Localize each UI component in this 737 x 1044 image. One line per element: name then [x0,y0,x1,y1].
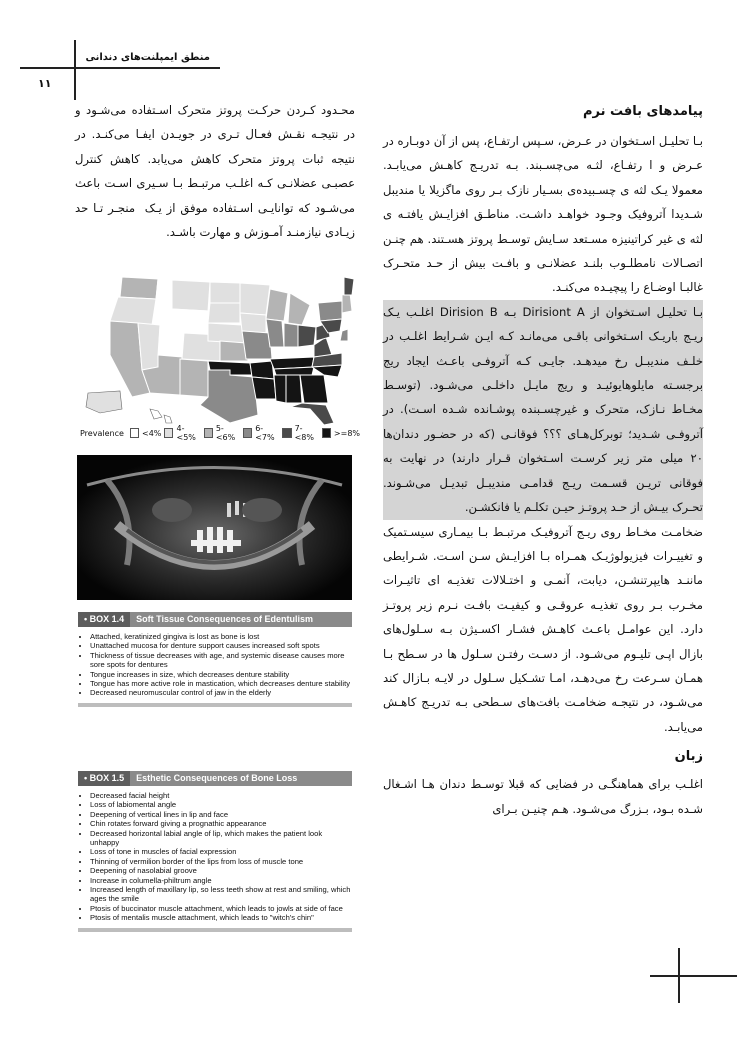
list-item: • Ptosis of buccinator muscle attachment, which leads to jowls at side of face [90,904,352,913]
tongue-paragraph: اغلـب برای هماهنگـی در فضایی که قبلا توسـط دندان هـا اشـغال شـده بـود، بـزرگ می‌شـود. هـم چنیـن بـرای [383,777,703,816]
list-item: • Increase in columella-philtrum angle [90,876,352,885]
legend-label: >=8% [333,428,361,438]
right-column [383,104,703,821]
section-heading-soft-tissue: پیامدهای بافت نرم [582,104,703,119]
us-prevalence-map [80,275,355,425]
box-list [78,632,352,698]
legend-label: 6-<7% [255,424,275,442]
box-footer-bar [78,703,352,707]
box-title: Soft Tissue Consequences of Edentulism [130,612,352,627]
list-item: • Attached, keratinized gingiva is lost as bone is lost [90,632,352,641]
list-item: • Increased length of maxillary lip, so less teeth show at rest and smiling, which ages the smile [90,885,352,904]
list-item: • Thickness of tissue decreases with age, and systemic disease causes more sore spots for dentures [90,651,352,670]
list-item: • Deepening of vertical lines in lip and face [90,810,352,819]
box-tag: • BOX 1.5 [78,771,130,786]
header-rule [20,67,220,69]
soft-tissue-paragraph-1: بـا تحلیـل اسـتخوان در عـرض، سـپس ارتفـاع، پس از آن دوبـاره در عـرض و ا رتفـاع، لثـه می‌چسـبند. بـه تدریـج کاهـش می‌یابـد. معمولا یـک لثه ی چسـبیده‌ی بسـیار نازک بـر روی ماگزیلا یا مندیبل شـدیدا آتروفیک وجـود خواهـد داشـت. مناطـق افزایـش یافتـه ی لثه ی غیر کراتینیزه مسـتعد سـایش توسـط پروتز هسـتند. هم چنـن اتصـالات نامطلـوب بلنـد عضلانـی و بافـت بیش از حـد متحـرک غالبـا اوضـاع را پیچیـده می‌کنـد. [383,134,703,295]
list-item: • Thinning of vermilion border of the lips from loss of muscle tone [90,857,352,866]
box-header [78,771,352,786]
list-item: • Decreased facial height [90,791,352,800]
legend-swatch [282,428,291,438]
box-header [78,612,352,627]
box-1-5 [78,771,352,932]
list-item: • Loss of tone in muscles of facial expression [90,847,352,856]
section-heading-tongue: زبان [674,749,703,765]
list-item: • Ptosis of mentalis muscle attachment, which leads to "witch's chin" [90,913,352,922]
soft-tissue-paragraph-highlighted: بـا تحلیـل اسـتخوان از Dirisiont A بـه Dirision B اغلـب یـک ریـج باریـک اسـتخوانی باقـی می‌مانـد کـه ایـن شـرایط اغلـب در خلـف منديبـل رخ میدهـد. جایـی کـه آتروفـی باعـث ایجاد ریج برجسـته مایلوهایوئیـد و ریج مایـل داخلـی می‌شـود. (توسـط مخـاط نـازک، متحرک و غیرچسـبنده پوشـانده شـده اسـت). در آتروفـی شـدید؛ توبرکل‌هـای ؟؟؟ فوقانـی (که در حضـور دندان‌ها ۲۰ میلی متر زیر کرسـت اسـتخوان قـرار دارند) در نهایت به فوقانی تریـن قسـمت ریـج قدامـی مندیبـل تبدیـل می‌شـوند. تحـرک بیـش از حـد پروتـز حیـن تکلـم یا فانکشـن. [383,300,703,520]
box-list [78,791,352,923]
legend-swatch [322,428,331,438]
left-paragraph: محـدود کـردن حرکـت پروتز متحرک اسـتفاده می‌شـود و در نتیجـه نقـش فعـال تـری در جویـدن ایفـا می‌کنـد. در نتیجه ثبات پروتز متحرک کاهش می‌یابد. کاهش کنترل عصبـی عضلانـی کـه اغلـب مرتبـط بـا سـیری اسـت باعث می‌شـود که توانایـی اسـتفاده موفق از یـک ‌ منجـر تـا حد زیـادی نیازمنـد آمـوزش و مهارت باشـد. [75,103,355,240]
legend-title: Prevalence [80,428,124,438]
legend-label: 5-<6% [215,424,236,442]
list-item: • Loss of labiomental angle [90,800,352,809]
list-item: • Decreased horizontal labial angle of lip, which makes the patient look unhappy [90,829,352,848]
legend-label: 4-<5% [176,424,196,442]
legend-label: <4% [141,428,162,438]
box-1-4 [78,612,352,707]
list-item: • Tongue has more active role in mastication, which decreases denture stability [90,679,352,688]
box-footer-bar [78,928,352,932]
legend-swatch [130,428,139,438]
list-item: • Deepening of nasolabial groove [90,866,352,875]
map-legend [80,424,360,442]
soft-tissue-paragraph-3: ضخامـت مخـاط روی ریـج آتروفیـک مرتبـط بـا بیمـاری سیسـتمیک و تغییـرات فیزیولوژیـک همـراه بـا افزایـش سـن اسـت. شـرایطی ماننـد هایپرتنشـن، دیابت، آنمـی و اختـلالات تغذیـه ای تاثیـرات مخـرب بـر روی تغذیـه عروقـی و کیفیـت بافـت نـرم زیر پروتـز دارد. این عوامـل باعـث کاهـش فشـار اکسـیژن بـه سـلول‌های بازال اپـی تلیـوم می‌شـود. از دسـت رفتـن سـلول ها در سـطح بـا همـان سـرعت رخ می‌دهـد، امـا تشـکیل سـلول در لایـه بـازال کند می‌شـود، در نتیجـه ضخامـت بافت‌های سـطحی بـه تدریـج کاهـش می‌یابـد. [383,524,703,734]
list-item: • Unattached mucosa for denture support causes increased soft spots [90,641,352,650]
header-vertical-rule [74,40,76,100]
legend-swatch [204,428,213,438]
list-item: • Tongue increases in size, which decreases denture stability [90,670,352,679]
running-header-title: منطق ایمپلنت‌های دندانی [85,52,210,63]
left-column-text [75,98,355,244]
box-title: Esthetic Consequences of Bone Loss [130,771,352,786]
box-tag: • BOX 1.4 [78,612,130,627]
page-number: ۱۱ [38,77,52,90]
crop-mark-vertical [678,948,680,1003]
legend-swatch [164,428,173,438]
legend-swatch [243,428,252,438]
legend-label: 7-<8% [294,424,314,442]
list-item: • Chin rotates forward giving a prognathic appearance [90,819,352,828]
panoramic-xray-image [77,455,352,600]
list-item: • Decreased neuromuscular control of jaw in the elderly [90,688,352,697]
crop-mark-horizontal [650,975,737,977]
